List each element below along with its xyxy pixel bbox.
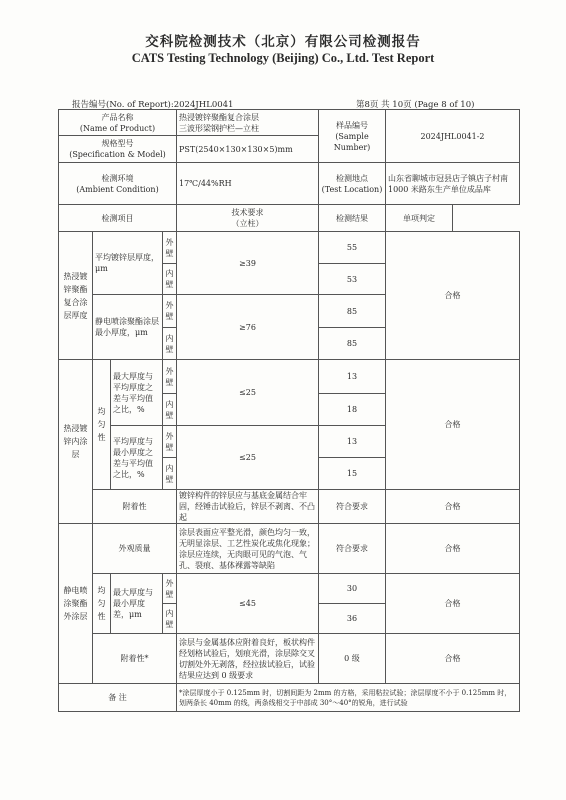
zinc-adhesion-result: 符合要求 xyxy=(319,490,386,524)
max-avg-inner-result: 18 xyxy=(319,394,386,426)
group3-name: 静电喷涂聚酯外涂层 xyxy=(59,524,93,684)
sample-number-value: 2024JHL0041-2 xyxy=(386,110,520,163)
report-title-cn: 交科院检测技术（北京）有限公司检测报告 xyxy=(145,34,421,50)
col-result: 检测结果 xyxy=(319,205,386,232)
coat-adhesion-item: 附着性* xyxy=(93,634,177,684)
inner-wall-label: 内壁 xyxy=(163,328,177,360)
zinc-outer-result: 55 xyxy=(319,232,386,264)
group2-verdict: 合格 xyxy=(386,360,520,490)
outer-wall-label: 外壁 xyxy=(163,574,177,604)
location-value: 山东省聊城市冠县店子镇店子村南 1000 米路东生产单位成品库 xyxy=(386,163,520,205)
avg-min-item: 平均厚度与最小厚度之差与平均值之比，% xyxy=(111,426,163,490)
zinc-thickness-req: ≥39 xyxy=(177,232,319,295)
appearance-item: 外观质量 xyxy=(93,524,177,574)
outer-wall-label: 外壁 xyxy=(163,232,177,264)
spec-label: 规格型号 (Specification & Model) xyxy=(59,136,177,163)
zinc-inner-result: 53 xyxy=(319,264,386,295)
zinc-adhesion-req: 镀锌构件的锌层应与基底金属结合牢固，经锤击试验后，锌层不剥离、不凸起 xyxy=(177,490,319,524)
coat-max-min-req: ≤45 xyxy=(177,574,319,634)
coat-outer-result: 85 xyxy=(319,295,386,328)
zinc-thickness-item: 平均镀锌层厚度，μm xyxy=(93,232,163,295)
test-report-table xyxy=(58,109,520,712)
coat-thickness-item: 静电喷涂聚酯涂层最小厚度，μm xyxy=(93,295,163,360)
col-requirement: 技术要求 （立柱） xyxy=(177,205,319,232)
inner-wall-label: 内壁 xyxy=(163,394,177,426)
zinc-adhesion-item: 附着性 xyxy=(93,490,177,524)
sample-number-label: 样品编号 (Sample Number) xyxy=(319,110,386,163)
avg-min-inner-result: 15 xyxy=(319,458,386,490)
location-label: 检测地点 (Test Location) xyxy=(319,163,386,205)
spec-value: PST(2540×130×130×5)mm xyxy=(177,136,319,163)
group2-uniformity: 均匀性 xyxy=(93,360,111,490)
ambient-label: 检测环境 (Ambient Condition) xyxy=(59,163,177,205)
zinc-adhesion-verdict: 合格 xyxy=(386,490,520,524)
page-number: 第8页 共 10页 (Page 8 of 10) xyxy=(356,100,475,110)
coat-adhesion-req: 涂层与金属基体应附着良好，板状构件经划格试验后，划痕光滑，涂层除交叉切割处外无剥落，经拉拔试验后，试验结果应达到 0 级要求 xyxy=(177,634,319,684)
inner-wall-label: 内壁 xyxy=(163,458,177,490)
coat-thickness-req: ≥76 xyxy=(177,295,319,360)
max-avg-item: 最大厚度与平均厚度之差与平均值之比，% xyxy=(111,360,163,426)
coat-adhesion-result: 0 级 xyxy=(319,634,386,684)
coat-max-min-verdict: 合格 xyxy=(386,574,520,634)
outer-wall-label: 外壁 xyxy=(163,295,177,328)
appearance-result: 符合要求 xyxy=(319,524,386,574)
outer-wall-label: 外壁 xyxy=(163,426,177,458)
report-number: 报告编号(No. of Report):2024JHL0041 xyxy=(72,100,234,110)
col-item: 检测项目 xyxy=(59,205,177,232)
coat-max-min-inner-result: 36 xyxy=(319,604,386,634)
avg-min-outer-result: 13 xyxy=(319,426,386,458)
appearance-req: 涂层表面应平整光滑，颜色均匀一致，无明显涂层、工艺性炭化或焦化现象；涂层应连续，无肉眼可见的气泡、气孔、裂痕、基体裸露等缺陷 xyxy=(177,524,319,574)
notes-label: 备 注 xyxy=(59,684,177,712)
ambient-value: 17℃/44%RH xyxy=(177,163,319,205)
group3-uniformity: 均匀性 xyxy=(93,574,111,634)
col-verdict: 单项判定 xyxy=(386,205,453,232)
group2-name: 热浸镀锌内涂层 xyxy=(59,360,93,524)
coat-adhesion-verdict: 合格 xyxy=(386,634,520,684)
group1-name: 热浸镀锌聚酯复合涂层厚度 xyxy=(59,232,93,360)
inner-wall-label: 内壁 xyxy=(163,604,177,634)
report-title-en: CATS Testing Technology (Beijing) Co., Ltd. Test Report xyxy=(131,51,435,65)
appearance-verdict: 合格 xyxy=(386,524,520,574)
coat-inner-result: 85 xyxy=(319,328,386,360)
product-name-label: 产品名称 (Name of Product) xyxy=(59,110,177,136)
max-avg-outer-result: 13 xyxy=(319,360,386,394)
max-avg-req: ≤25 xyxy=(177,360,319,426)
outer-wall-label: 外壁 xyxy=(163,360,177,394)
avg-min-req: ≤25 xyxy=(177,426,319,490)
notes-text: *涂层厚度小于 0.125mm 时，切割间距为 2mm 的方格，采用粘拉试验；涂层厚度不小于 0.125mm 时，划两条长 40mm 的线，两条线相交于中部成 30°～40°的锐角，进行试验 xyxy=(177,684,520,712)
coat-max-min-item: 最大厚度与最小厚度差，μm xyxy=(111,574,163,634)
coat-max-min-outer-result: 30 xyxy=(319,574,386,604)
group1-verdict: 合格 xyxy=(386,232,520,360)
product-name-value: 热浸镀锌聚酯复合涂层 三波形梁钢护栏—立柱 xyxy=(177,110,319,136)
inner-wall-label: 内壁 xyxy=(163,264,177,295)
